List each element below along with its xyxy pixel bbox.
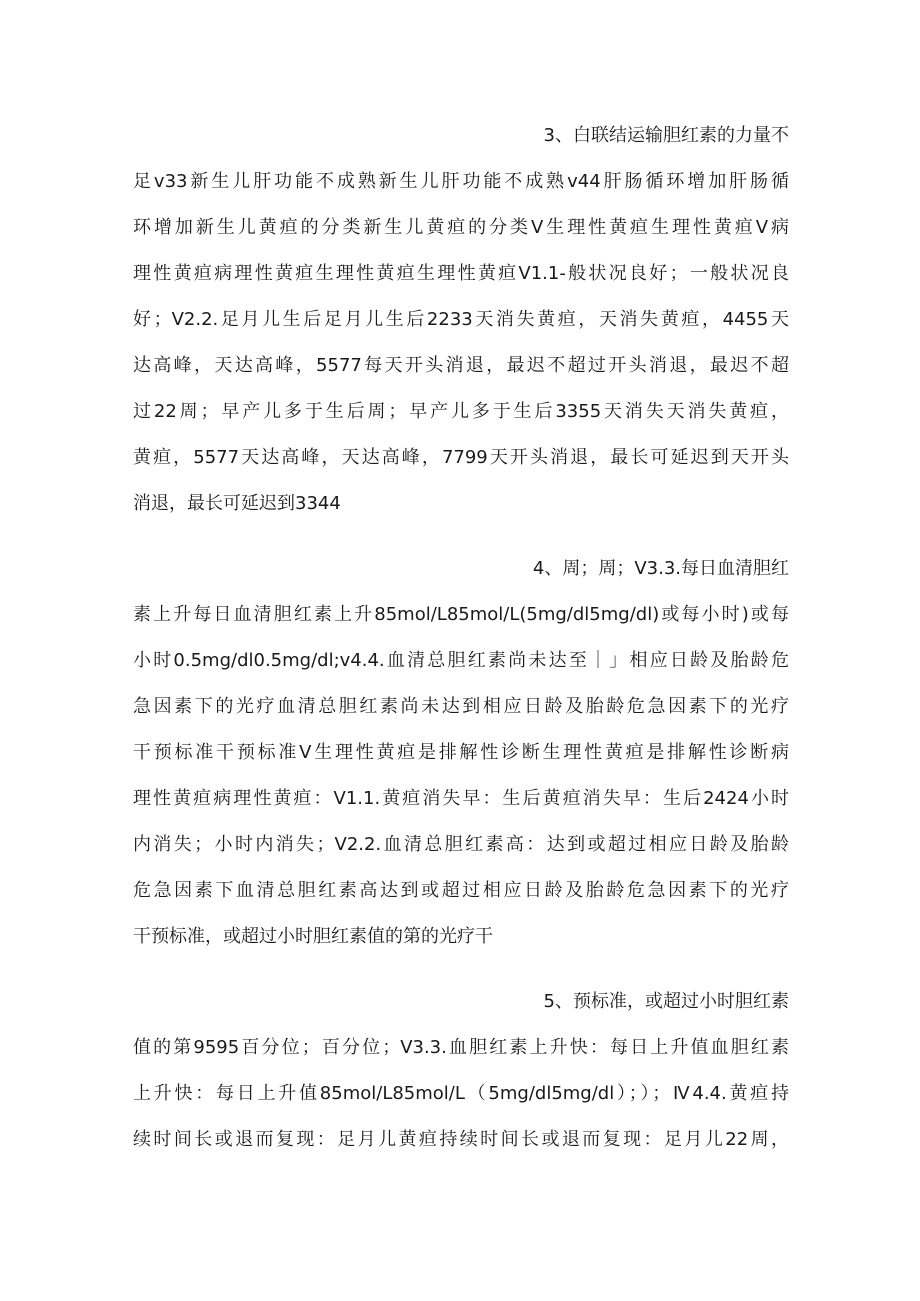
paragraph-line: 黄疸，5577天达高峰，天达高峰，7799天开头消退，最长可延迟到天开头 xyxy=(133,447,789,468)
paragraph-line: 上升快：每日上升值85mol∕L85mol∕L（5mg∕dl5mg∕dl）；）；Ⅳ4.4.黄疸持 xyxy=(133,1083,789,1104)
paragraph-4 xyxy=(133,546,789,960)
paragraph-line: 环增加新生儿黄疸的分类新生儿黄疸的分类V生理性黄疸生理性黄疸V病 xyxy=(133,217,789,238)
paragraph-line: 4、周；周；V3.3.每日血清胆红 xyxy=(532,558,789,579)
paragraph-line: 续时间长或退而复现：足月儿黄疸持续时间长或退而复现：足月儿22周， xyxy=(133,1129,789,1150)
paragraph-line: 内消失；小时内消失；V2.2.血清总胆红素高：达到或超过相应日龄及胎龄 xyxy=(133,834,789,855)
paragraph-line: 干预标准干预标准V生理性黄疸是排解性诊断生理性黄疸是排解性诊断病 xyxy=(133,742,789,763)
paragraph-line: 理性黄疸病理性黄疸：V1.1.黄疸消失早：生后黄疸消失早：生后2424小时 xyxy=(133,788,789,809)
paragraph-line: 5、预标准，或超过小时胆红素 xyxy=(543,991,789,1012)
paragraph-line: 消退，最长可延迟到3344 xyxy=(133,493,341,514)
paragraph-line: 小时0.5mg∕dl0.5mg∕dl;v4.4.血清总胆红素尚未达至｜」相应日龄及胎龄危 xyxy=(133,650,789,671)
paragraph-line: 好；V2.2.足月儿生后足月儿生后2233天消失黄疸，天消失黄疸，4455天 xyxy=(133,309,789,330)
paragraph-line: 危急因素下血清总胆红素高达到或超过相应日龄及胎龄危急因素下的光疗 xyxy=(133,880,789,901)
paragraph-line: 值的第9595百分位；百分位；V3.3.血胆红素上升快：每日上升值血胆红素 xyxy=(133,1037,789,1058)
paragraph-line: 理性黄疸病理性黄疸生理性黄疸生理性黄疸V1.1-般状况良好；一般状况良 xyxy=(133,263,789,284)
paragraph-5 xyxy=(133,979,789,1163)
paragraph-line: 素上升每日血清胆红素上升85mol∕L85mol∕L(5mg∕dl5mg∕dl)或每小时)或每 xyxy=(133,604,789,625)
paragraph-line: 3、白联结运输胆红素的力量不 xyxy=(543,125,789,146)
paragraph-3 xyxy=(133,113,789,527)
paragraph-line: 足v33新生儿肝功能不成熟新生儿肝功能不成熟v44肝肠循环增加肝肠循 xyxy=(133,171,789,192)
paragraph-line: 急因素下的光疗血清总胆红素尚未达到相应日龄及胎龄危急因素下的光疗 xyxy=(133,696,789,717)
paragraph-line: 达高峰，天达高峰，5577每天开头消退，最迟不超过开头消退，最迟不超 xyxy=(133,355,789,376)
paragraph-line: 过22周；早产儿多于生后周；早产儿多于生后3355天消失天消失黄疸， xyxy=(133,401,789,422)
paragraph-line: 干预标准，或超过小时胆红素值的第的光疗干 xyxy=(133,926,493,947)
